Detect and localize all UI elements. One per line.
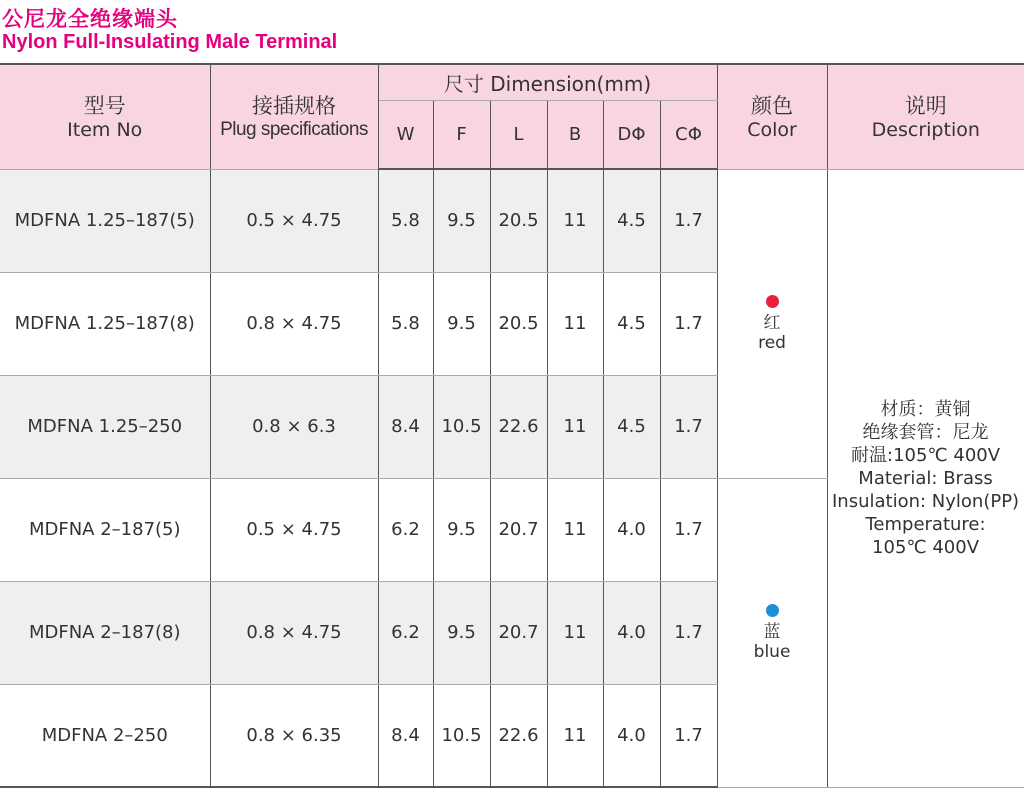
dim-b-cell: 11 [547,375,603,478]
dim-d-cell: 4.5 [603,375,660,478]
description-line: Insulation: Nylon(PP) [831,490,1020,512]
dim-d-cell: 4.0 [603,581,660,684]
dim-l-cell: 22.6 [490,375,547,478]
dim-c-cell: 1.7 [660,684,717,787]
description-line: Material: Brass [858,467,993,489]
dim-f-cell: 10.5 [433,375,490,478]
header-dim-b: B [547,100,603,169]
dim-l-cell: 20.5 [490,272,547,375]
dim-l-cell: 22.6 [490,684,547,787]
description-line: 材质：黄铜 [880,398,971,420]
dim-d-cell: 4.5 [603,272,660,375]
spec-table [0,63,1024,788]
description-line: 绝缘套管：尼龙 [862,421,989,443]
description-cell [827,169,1024,787]
dim-c-cell: 1.7 [660,375,717,478]
header-color: 颜色 Color [717,64,827,169]
dim-c-cell: 1.7 [660,581,717,684]
dim-d-cell: 4.0 [603,478,660,581]
dim-w-cell: 8.4 [378,684,433,787]
item-no-cell: MDFNA 2–187(5) [0,478,210,581]
dim-w-cell: 5.8 [378,169,433,272]
plug-cell: 0.8 × 6.3 [210,375,378,478]
color-label-cn: 蓝 [763,621,781,642]
dim-c-cell: 1.7 [660,272,717,375]
dim-l-cell: 20.7 [490,478,547,581]
plug-cell: 0.8 × 4.75 [210,581,378,684]
header-dim-f: F [433,100,490,169]
header-dim-d: DΦ [603,100,660,169]
color-cell-red [717,169,827,478]
header-dim-l: L [490,100,547,169]
plug-cell: 0.8 × 4.75 [210,272,378,375]
dim-w-cell: 5.8 [378,272,433,375]
dim-b-cell: 11 [547,478,603,581]
dim-c-cell: 1.7 [660,478,717,581]
dim-w-cell: 6.2 [378,581,433,684]
header-dimension: 尺寸 Dimension(mm) [378,64,717,100]
title-chinese: 公尼龙全绝缘端头 [2,7,178,31]
item-no-cell: MDFNA 1.25–250 [0,375,210,478]
dim-f-cell: 9.5 [433,478,490,581]
color-label-en: blue [753,641,791,662]
plug-cell: 0.5 × 4.75 [210,478,378,581]
dim-b-cell: 11 [547,684,603,787]
item-no-cell: MDFNA 2–187(8) [0,581,210,684]
color-label-en: red [758,332,786,353]
description-line: Temperature: [865,513,986,535]
header-description: 说明 Description [827,64,1024,169]
dim-f-cell: 9.5 [433,581,490,684]
dim-f-cell: 9.5 [433,169,490,272]
item-no-cell: MDFNA 2–250 [0,684,210,787]
dim-w-cell: 8.4 [378,375,433,478]
dim-f-cell: 9.5 [433,272,490,375]
header-plug-spec: 接插规格 Plug specifications [210,64,378,169]
header-dim-c: CΦ [660,100,717,169]
title-english: Nylon Full-Insulating Male Terminal [2,31,338,53]
plug-cell: 0.8 × 6.35 [210,684,378,787]
color-label-cn: 红 [763,312,781,333]
item-no-cell: MDFNA 1.25–187(8) [0,272,210,375]
description-line: 耐温:105℃ 400V [851,444,1001,466]
dim-d-cell: 4.0 [603,684,660,787]
color-cell-blue [717,478,827,787]
dim-l-cell: 20.5 [490,169,547,272]
dim-b-cell: 11 [547,272,603,375]
dim-c-cell: 1.7 [660,169,717,272]
item-no-cell: MDFNA 1.25–187(5) [0,169,210,272]
dim-f-cell: 10.5 [433,684,490,787]
description-line: 105℃ 400V [872,536,980,558]
plug-cell: 0.5 × 4.75 [210,169,378,272]
blue-dot-icon [766,604,779,617]
header-item-no: 型号 Item No [0,64,210,169]
red-dot-icon [766,295,779,308]
dim-w-cell: 6.2 [378,478,433,581]
dim-d-cell: 4.5 [603,169,660,272]
dim-b-cell: 11 [547,169,603,272]
dim-l-cell: 20.7 [490,581,547,684]
dim-b-cell: 11 [547,581,603,684]
header-dim-w: W [378,100,433,169]
table-row [0,169,1024,272]
